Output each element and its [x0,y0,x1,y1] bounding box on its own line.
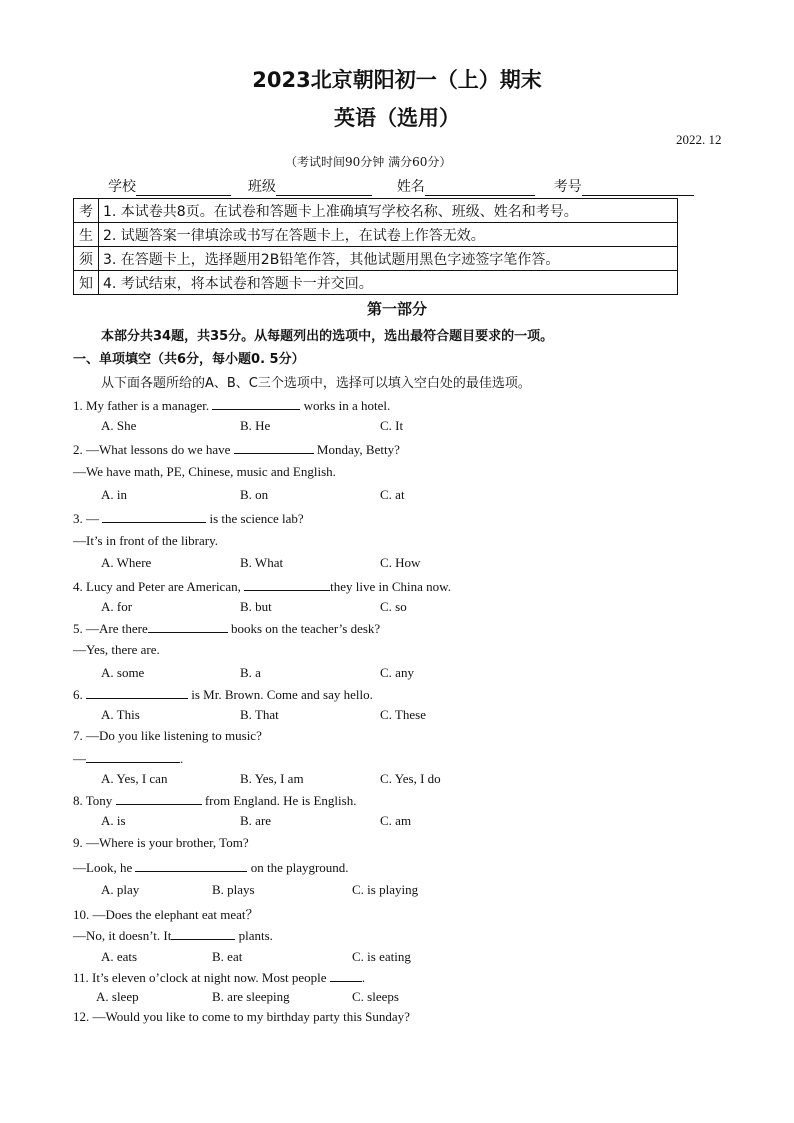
question-2: 2. —What lessons do we have Monday, Betty? [73,442,400,457]
notice-item: 1. 本试卷共8页。在试卷和答题卡上准确填写学校名称、班级、姓名和考号。 [99,199,678,223]
notice-side-char: 知 [74,271,99,295]
exam-time-note: （考试时间90分钟 满分60分） [285,155,452,169]
option-b: B. Yes, I am [240,771,304,786]
question-5-response: —Yes, there are. [73,642,160,657]
question-7: 7. —Do you like listening to music? [73,728,262,743]
option-a: A. Yes, I can [101,771,168,786]
answer-blank [116,792,202,805]
option-c: C. so [380,599,407,614]
question-5: 5. —Are there books on the teacher’s desk? [73,621,381,636]
part-heading: 第一部分 [366,300,427,318]
answer-blank [244,578,330,591]
question-12: 12. —Would you like to come to my birthday party this Sunday? [73,1009,410,1024]
option-b: B. eat [212,949,243,964]
option-b: B. plays [212,882,255,897]
notice-item: 2. 试题答案一律填涂或书写在答题卡上，在试卷上作答无效。 [99,223,678,247]
question-2-response: —We have math, PE, Chinese, music and English. [73,464,336,479]
notice-side-char: 须 [74,247,99,271]
question-7-response: — . [73,751,184,766]
question-3: 3. — is the science lab? [73,511,304,526]
option-c: C. sleeps [352,989,399,1004]
school-blank [136,181,231,196]
exam-no-label: 考号 [553,179,582,195]
question-6: 6. is Mr. Brown. Come and say hello. [73,687,373,702]
option-b: B. That [240,707,279,722]
option-b: B. but [240,599,272,614]
answer-blank [102,510,206,523]
option-c: C. any [380,665,414,680]
question-8: 8. Tony from England. He is English. [73,793,357,808]
option-b: B. on [240,487,269,502]
exam-no-blank [582,181,694,196]
section-instruction: 从下面各题所给的A、B、C三个选项中，选择可以填入空白处的最佳选项。 [101,376,531,391]
candidate-notice-table [73,198,678,295]
class-blank [276,181,372,196]
option-a: A. for [101,599,133,614]
option-a: A. eats [101,949,138,964]
option-c: C. It [380,418,404,433]
section-title: 一、单项填空（共6分，每小题0. 5分） [73,352,305,367]
option-c: C. These [380,707,426,722]
option-a: A. some [101,665,145,680]
part-intro: 本部分共34题，共35分。从每题列出的选项中，选出最符合题目要求的一项。 [101,329,554,344]
question-10-response: —No, it doesn’t. It plants. [73,928,273,943]
question-9: 9. —Where is your brother, Tom? [73,835,249,850]
option-c: C. is eating [352,949,411,964]
notice-item: 3. 在答题卡上，选择题用2B铅笔作答，其他试题用黑色字迹签字笔作答。 [99,247,678,271]
answer-blank [212,397,300,410]
option-c: C. How [380,555,421,570]
notice-side-char: 生 [74,223,99,247]
option-b: B. are sleeping [212,989,290,1004]
option-c: C. am [380,813,412,828]
option-a: A. in [101,487,127,502]
notice-side-char: 考 [74,199,99,223]
option-b: B. What [240,555,284,570]
option-c: C. at [380,487,405,502]
option-a: A. is [101,813,126,828]
question-11: 11. It’s eleven o’clock at night now. Most people . [73,970,366,985]
option-c: C. is playing [352,882,419,897]
option-a: A. Where [101,555,152,570]
notice-item: 4. 考试结束，将本试卷和答题卡一并交回。 [99,271,678,295]
name-blank [425,181,535,196]
name-label: 姓名 [396,179,425,195]
option-b: B. a [240,665,261,680]
answer-blank [171,927,235,940]
option-b: B. He [240,418,271,433]
school-label: 学校 [108,179,136,195]
info-fields-row [108,176,694,196]
question-4: 4. Lucy and Peter are American, they live in China now. [73,579,451,594]
option-b: B. are [240,813,272,828]
option-a: A. This [101,707,140,722]
answer-blank [135,859,247,872]
question-10: 10. —Does the elephant eat meat？ [73,907,259,922]
question-9-response: —Look, he on the playground. [73,860,349,875]
option-c: C. Yes, I do [380,771,441,786]
option-a: A. sleep [96,989,139,1004]
option-a: A. She [101,418,137,433]
class-label: 班级 [247,179,276,195]
question-1: 1. My father is a manager. works in a hotel. [73,398,391,413]
option-a: A. play [101,882,140,897]
answer-blank [330,969,362,982]
answer-blank [234,441,314,454]
page-subtitle: 英语（选用） [334,106,460,130]
exam-date: 2022. 12 [676,132,722,147]
answer-blank [86,750,180,763]
answer-blank [86,686,188,699]
question-3-response: —It’s in front of the library. [73,533,219,548]
page-title: 2023北京朝阳初一（上）期末 [252,68,542,92]
answer-blank [148,620,228,633]
